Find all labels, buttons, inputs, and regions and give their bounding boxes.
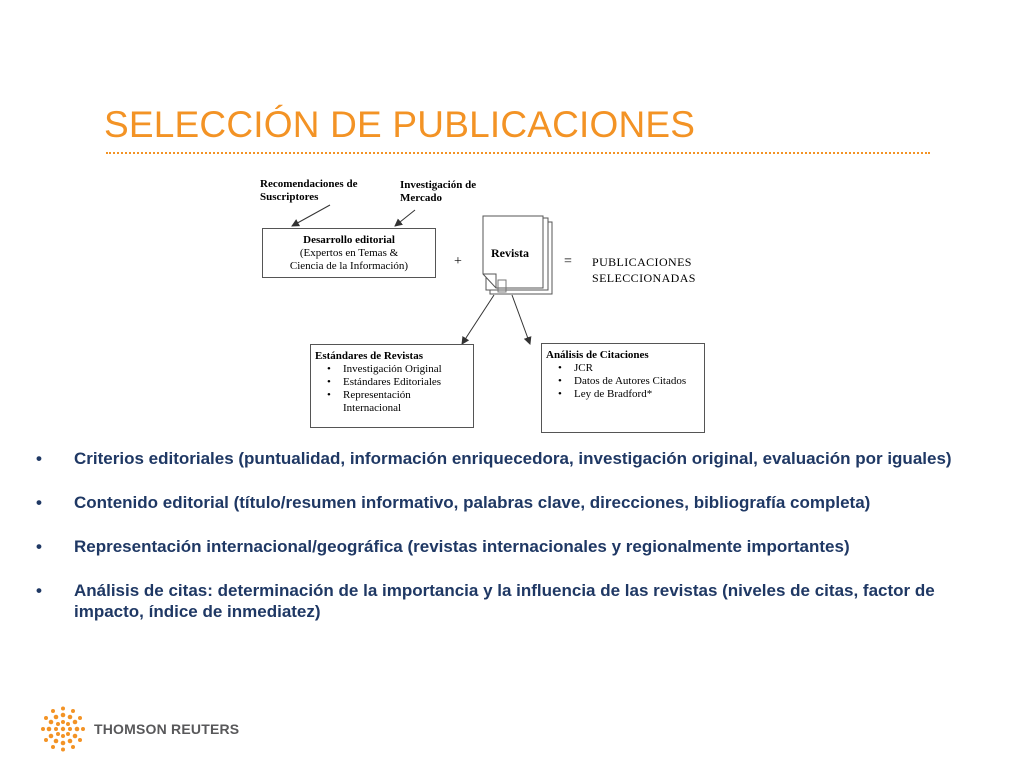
criteria-list (36, 448, 956, 645)
journal-label: Revista (491, 246, 529, 260)
criteria-item (36, 448, 956, 469)
subscribers-label: Recomendaciones de Suscriptores (260, 178, 358, 203)
citation-item: • JCR (546, 362, 700, 375)
slide-title: SELECCIÓN DE PUBLICACIONES (104, 104, 696, 145)
plus-sign: + (454, 254, 462, 269)
citation-item: • Datos de Autores Citados (546, 375, 700, 388)
standards-item: • Representación Internacional (315, 389, 469, 415)
citation-box-title: Análisis de Citaciones (546, 349, 649, 361)
bullet-dot: • (36, 537, 42, 556)
editorial-box-title: Desarrollo editorial (303, 234, 395, 246)
bullet-dot: • (36, 581, 42, 600)
bullet-dot: • (36, 449, 42, 468)
standards-box-title: Estándares de Revistas (315, 350, 423, 362)
reuters-dot-icon (40, 706, 86, 752)
result-line1: PUBLICACIONES (592, 255, 692, 269)
result-line2: SELECCIONADAS (592, 271, 696, 285)
citation-box (541, 343, 705, 433)
arrow-to-standards (462, 295, 494, 344)
equals-sign: = (564, 254, 572, 269)
bullet-dot: • (36, 493, 42, 512)
standards-item: • Estándares Editoriales (315, 376, 469, 389)
criteria-text: Criterios editoriales (puntualidad, información enriquecedora, investigación original, evaluación por iguales) (74, 449, 952, 468)
criteria-item (36, 580, 956, 622)
criteria-text: Análisis de citas: determinación de la importancia y la influencia de las revistas (niveles de citas, factor de impacto, índice de inmediatez) (74, 581, 935, 621)
editorial-box (262, 228, 436, 278)
logo-wordmark: THOMSON REUTERS (94, 721, 240, 737)
arrow-market (395, 210, 415, 226)
arrow-to-citations (512, 295, 530, 344)
standards-box (310, 344, 474, 428)
arrow-subscribers (292, 205, 330, 226)
citation-list (546, 362, 700, 401)
standards-item: • Investigación Original (315, 363, 469, 376)
criteria-text: Representación internacional/geográfica (revistas internacionales y regionalmente importantes) (74, 537, 850, 556)
editorial-box-line2: Ciencia de la Información) (289, 260, 409, 272)
title-divider (106, 152, 930, 154)
editorial-box-line1: (Expertos en Temas & (299, 247, 399, 259)
criteria-item (36, 492, 956, 513)
citation-item: • Ley de Bradford* (546, 388, 700, 401)
standards-list (315, 363, 469, 415)
market-label: Investigación de Mercado (400, 179, 477, 204)
criteria-item (36, 536, 956, 557)
selection-diagram (250, 170, 750, 440)
criteria-text: Contenido editorial (título/resumen informativo, palabras clave, direcciones, bibliografía completa) (74, 493, 871, 512)
